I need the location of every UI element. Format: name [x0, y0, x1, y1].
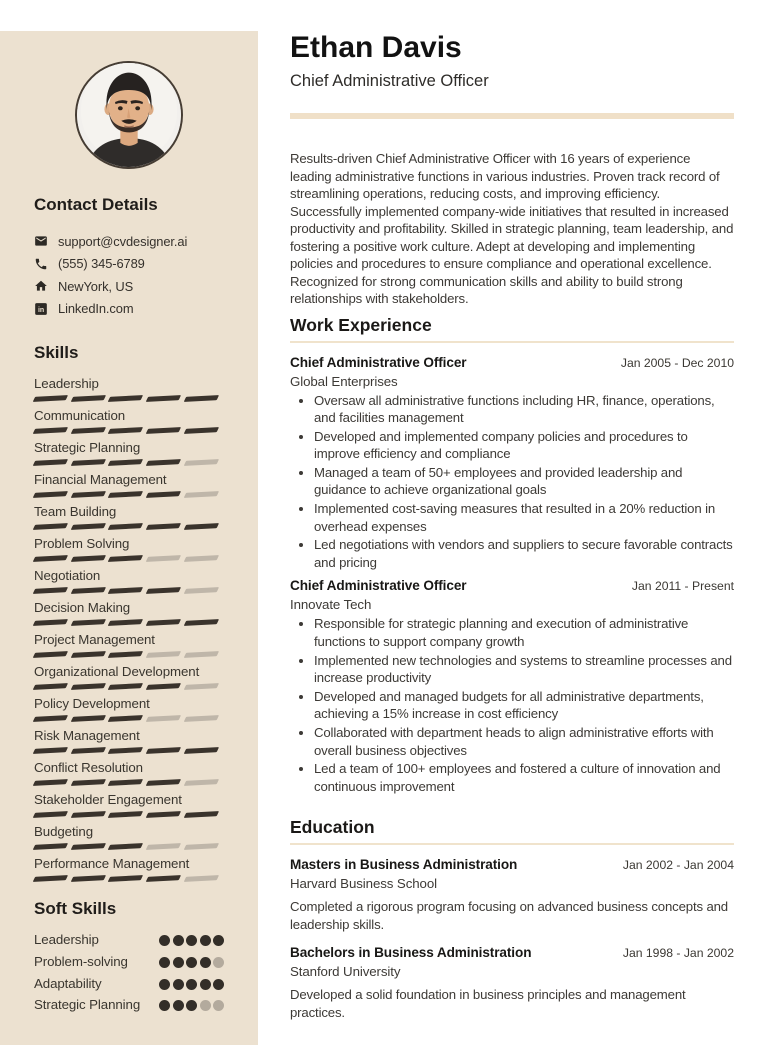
skill-bar-segment [146, 683, 181, 689]
soft-skill-dot [186, 979, 197, 990]
job-title: Chief Administrative Officer [290, 354, 467, 370]
skill-level-bar [34, 428, 224, 433]
skill-bar-segment [108, 779, 143, 785]
soft-skill-dot [200, 957, 211, 968]
skill-bar-segment [184, 651, 219, 657]
skill-bar-segment [108, 427, 143, 433]
skill-bar-segment [71, 875, 106, 881]
education-description: Completed a rigorous program focusing on advanced business concepts and leadership skills. [290, 899, 728, 932]
soft-skill-dot [200, 979, 211, 990]
skill-bar-segment [33, 875, 68, 881]
job-bullet: • Led a team of 100+ employees and fostered a culture of innovation and continuous improvement [314, 760, 734, 795]
skill-bar-segment [146, 715, 181, 721]
skill-item [34, 727, 224, 752]
skill-level-bar [34, 556, 224, 561]
skill-bar-segment [184, 875, 219, 881]
skill-bar-segment [108, 491, 143, 497]
soft-skill-dot [173, 935, 184, 946]
soft-skill-dot [173, 957, 184, 968]
job-bullet: • Developed and implemented company policies and procedures to improve efficiency and compliance [314, 428, 734, 463]
skill-name: Decision Making [34, 600, 131, 615]
soft-skill-dot [213, 979, 224, 990]
skill-item [34, 471, 224, 496]
skill-level-bar [34, 780, 224, 785]
skill-name: Communication [34, 408, 126, 423]
skill-bar-segment [71, 843, 106, 849]
contact-linkedin[interactable] [34, 298, 224, 321]
skill-bar-segment [146, 811, 181, 817]
skill-bar-segment [71, 587, 106, 593]
skill-bar-segment [108, 587, 143, 593]
soft-skills-list [34, 932, 224, 1014]
skill-bar-segment [184, 715, 219, 721]
skill-item [34, 759, 224, 784]
profile-photo [75, 61, 183, 169]
skill-bar-segment [33, 683, 68, 689]
skill-bar-segment [146, 427, 181, 433]
soft-skill-name: Strategic Planning [34, 997, 141, 1013]
contact-list [34, 230, 224, 320]
person-avatar-illustration [77, 63, 181, 167]
job-entry [290, 354, 734, 572]
skill-bar-segment [108, 843, 143, 849]
job-title: Chief Administrative Officer [290, 578, 467, 594]
skill-bar-segment [33, 555, 68, 561]
soft-skill-dot [186, 935, 197, 946]
soft-skill-rating [159, 997, 224, 1011]
skill-bar-segment [184, 523, 219, 529]
skill-bar-segment [33, 715, 68, 721]
skill-bar-segment [71, 683, 106, 689]
skill-name: Leadership [34, 376, 99, 391]
skill-bar-segment [146, 459, 181, 465]
skill-bar-segment [71, 459, 106, 465]
job-company: Innovate Tech [290, 597, 372, 613]
skill-name: Performance Management [34, 856, 190, 871]
skill-item [34, 375, 224, 400]
skill-bar-segment [33, 491, 68, 497]
skill-bar-segment [71, 747, 106, 753]
skill-name: Team Building [34, 504, 117, 519]
job-entry [290, 577, 734, 795]
contact-location[interactable] [34, 275, 224, 298]
email-icon [34, 234, 48, 248]
job-header [290, 354, 734, 371]
professional-summary: Results-driven Chief Administrative Officer with 16 years of experience leading administrative functions in various industries. Proven track record of streamlining operations, reducing costs, and improving efficiency. Successfully implemented company-wide initiatives that resulted in increased productivity and profitability. Skilled in strategic planning, team leadership, and fostering a positive work culture. Adept at developing and implementing policies and procedures to ensure compliance and operational excellence. Recognized for strong communication skills and ability to build strong relationships with stakeholders. [290, 151, 734, 306]
skill-item [34, 567, 224, 592]
soft-skill-dot [159, 979, 170, 990]
education-dates: Jan 2002 - Jan 2004 [622, 858, 734, 873]
skill-bar-segment [184, 811, 219, 817]
skill-bar-segment [33, 651, 68, 657]
skill-bar-segment [146, 555, 181, 561]
job-bullet: • Managed a team of 50+ employees and provided leadership and guidance to achieve organizational goals [314, 464, 734, 499]
skill-bar-segment [108, 523, 143, 529]
skill-bar-segment [184, 619, 219, 625]
skill-bar-segment [71, 715, 106, 721]
skill-bar-segment [108, 395, 143, 401]
skill-name: Strategic Planning [34, 440, 141, 455]
skill-bar-segment [33, 427, 68, 433]
soft-skill-item [34, 976, 224, 993]
skill-bar-segment [184, 587, 219, 593]
soft-skill-dot [186, 957, 197, 968]
skill-bar-segment [71, 619, 106, 625]
skill-level-bar [34, 684, 224, 689]
skill-bar-segment [108, 555, 143, 561]
job-bullet: • Implemented cost-saving measures that resulted in a 20% reduction in overhead expenses [314, 500, 734, 535]
skill-item [34, 599, 224, 624]
job-bullet: • Responsible for strategic planning and execution of administrative functions to support company growth [314, 615, 734, 650]
skill-name: Problem Solving [34, 536, 130, 551]
education-entry [290, 856, 734, 933]
skill-bar-segment [71, 523, 106, 529]
svg-text:in: in [37, 306, 45, 314]
skill-level-bar [34, 524, 224, 529]
education-entry [290, 944, 734, 1021]
contact-email-text: support@cvdesigner.ai [58, 233, 188, 249]
skill-bar-segment [33, 395, 68, 401]
skill-bar-segment [146, 747, 181, 753]
work-experience-heading: Work Experience [290, 315, 734, 343]
job-company: Global Enterprises [290, 373, 398, 389]
person-job-title: Chief Administrative Officer [290, 72, 489, 90]
skill-level-bar [34, 620, 224, 625]
work-experience-section [290, 315, 734, 796]
job-bullet: • Implemented new technologies and systems to streamline processes and increase productivity [314, 652, 734, 687]
skill-level-bar [34, 876, 224, 881]
skill-level-bar [34, 652, 224, 657]
skill-bar-segment [71, 811, 106, 817]
header-divider [290, 113, 734, 119]
skill-bar-segment [146, 779, 181, 785]
skill-bar-segment [71, 427, 106, 433]
skill-name: Conflict Resolution [34, 760, 143, 775]
soft-skill-dot [200, 1000, 211, 1011]
job-bullet-list [290, 392, 734, 572]
soft-skill-dot [213, 1000, 224, 1011]
job-bullet: • Collaborated with department heads to align administrative efforts with overall business objectives [314, 724, 734, 759]
skill-item [34, 663, 224, 688]
soft-skill-name: Adaptability [34, 975, 102, 991]
soft-skill-dot [159, 1000, 170, 1011]
contact-location-text: NewYork, US [58, 278, 134, 294]
linkedin-icon [34, 302, 48, 316]
skill-bar-segment [184, 843, 219, 849]
skill-bar-segment [184, 555, 219, 561]
job-dates: Jan 2005 - Dec 2010 [620, 355, 734, 370]
degree-title: Masters in Business Administration [290, 857, 518, 873]
skill-bar-segment [146, 395, 181, 401]
skill-level-bar [34, 748, 224, 753]
skill-bar-segment [33, 619, 68, 625]
school-name: Harvard Business School [290, 876, 437, 892]
job-bullet-list [290, 615, 734, 795]
skill-name: Policy Development [34, 696, 150, 711]
skill-bar-segment [108, 811, 143, 817]
skill-bar-segment [71, 555, 106, 561]
skill-bar-segment [33, 523, 68, 529]
skill-level-bar [34, 492, 224, 497]
skill-bar-segment [108, 651, 143, 657]
education-heading: Education [290, 817, 734, 845]
job-dates: Jan 2011 - Present [631, 579, 734, 594]
soft-skill-dot [159, 957, 170, 968]
home-icon [34, 279, 48, 293]
skill-bar-segment [108, 459, 143, 465]
skill-bar-segment [33, 587, 68, 593]
skill-bar-segment [184, 747, 219, 753]
education-section [290, 817, 734, 1021]
skill-bar-segment [184, 395, 219, 401]
soft-skill-item [34, 954, 224, 971]
soft-skill-rating [159, 954, 224, 968]
skill-bar-segment [184, 683, 219, 689]
skill-bar-segment [146, 875, 181, 881]
degree-title: Bachelors in Business Administration [290, 945, 532, 961]
skill-name: Budgeting [34, 824, 93, 839]
skill-bar-segment [71, 651, 106, 657]
soft-skill-rating [159, 976, 224, 990]
skill-bar-segment [184, 459, 219, 465]
skills-heading: Skills [34, 343, 79, 362]
person-name: Ethan Davis [290, 31, 462, 64]
school-name: Stanford University [290, 964, 401, 980]
soft-skill-name: Leadership [34, 932, 99, 947]
soft-skills-heading: Soft Skills [34, 899, 117, 918]
skills-list [34, 375, 224, 880]
sidebar [0, 31, 258, 1045]
skill-item [34, 823, 224, 848]
education-dates: Jan 1998 - Jan 2002 [622, 946, 734, 961]
skill-bar-segment [108, 747, 143, 753]
contact-email[interactable] [34, 230, 224, 253]
skill-item [34, 535, 224, 560]
skill-bar-segment [146, 491, 181, 497]
job-bullet: • Developed and managed budgets for all administrative departments, achieving a 15% increase in cost efficiency [314, 688, 734, 723]
skill-bar-segment [33, 843, 68, 849]
skill-level-bar [34, 716, 224, 721]
education-description: Developed a solid foundation in business principles and management practices. [290, 987, 686, 1020]
job-bullet: • Led negotiations with vendors and suppliers to secure favorable contracts and pricing [314, 536, 734, 571]
contact-phone[interactable] [34, 253, 224, 276]
soft-skill-dot [159, 935, 170, 946]
soft-skill-dot [213, 957, 224, 968]
skill-item [34, 855, 224, 880]
education-header [290, 856, 734, 873]
soft-skill-dot [173, 979, 184, 990]
contact-linkedin-text: LinkedIn.com [58, 301, 134, 317]
skill-bar-segment [108, 619, 143, 625]
skill-level-bar [34, 844, 224, 849]
skill-item [34, 503, 224, 528]
soft-skill-dot [200, 935, 211, 946]
skill-bar-segment [71, 491, 106, 497]
soft-skill-dot [173, 1000, 184, 1011]
skill-bar-segment [33, 779, 68, 785]
skill-bar-segment [108, 875, 143, 881]
skill-bar-segment [146, 523, 181, 529]
soft-skill-item [34, 997, 224, 1014]
job-header [290, 577, 734, 594]
skill-bar-segment [108, 715, 143, 721]
resume-content [258, 31, 768, 1021]
skill-item [34, 407, 224, 432]
skill-level-bar [34, 812, 224, 817]
skill-bar-segment [146, 587, 181, 593]
skill-level-bar [34, 460, 224, 465]
skill-bar-segment [71, 779, 106, 785]
skill-bar-segment [71, 395, 106, 401]
soft-skill-dot [186, 1000, 197, 1011]
skill-bar-segment [108, 683, 143, 689]
skill-name: Negotiation [34, 568, 101, 583]
education-header [290, 944, 734, 961]
skill-bar-segment [146, 619, 181, 625]
skill-bar-segment [33, 811, 68, 817]
skill-bar-segment [33, 747, 68, 753]
phone-icon [34, 257, 48, 271]
skill-name: Stakeholder Engagement [34, 792, 182, 807]
skill-name: Financial Management [34, 472, 167, 487]
skill-level-bar [34, 588, 224, 593]
skill-bar-segment [33, 459, 68, 465]
skill-bar-segment [146, 651, 181, 657]
skill-bar-segment [184, 491, 219, 497]
skill-bar-segment [146, 843, 181, 849]
skill-name: Project Management [34, 632, 155, 647]
soft-skill-name: Problem-solving [34, 953, 128, 969]
skill-name: Organizational Development [34, 664, 200, 679]
job-bullet: • Oversaw all administrative functions including HR, finance, operations, and facilities management [314, 392, 734, 427]
soft-skill-dot [213, 935, 224, 946]
skill-item [34, 695, 224, 720]
skill-bar-segment [184, 779, 219, 785]
skill-item [34, 439, 224, 464]
skill-item [34, 791, 224, 816]
skill-name: Risk Management [34, 728, 140, 743]
soft-skill-rating [159, 932, 224, 946]
skill-level-bar [34, 396, 224, 401]
contact-details-heading: Contact Details [34, 195, 158, 214]
contact-phone-text: (555) 345-6789 [58, 256, 145, 272]
skill-item [34, 631, 224, 656]
soft-skill-item [34, 932, 224, 949]
skill-bar-segment [184, 427, 219, 433]
